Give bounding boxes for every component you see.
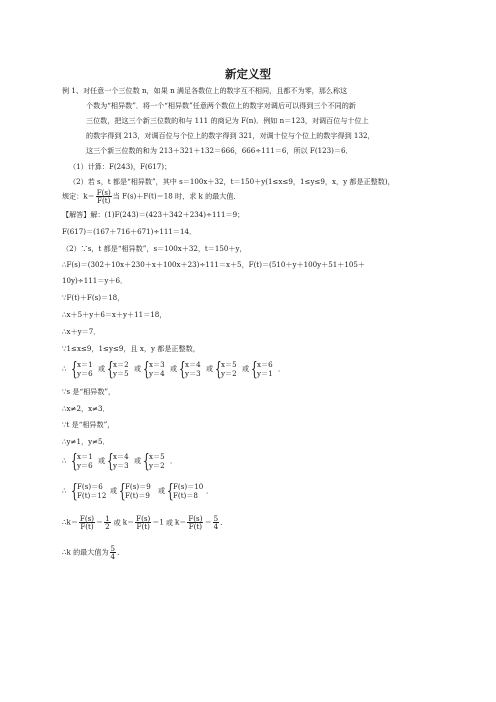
equals-sign: ＝ — [152, 517, 160, 527]
k-denominator: F(t) — [136, 522, 150, 531]
or-word: 或 — [165, 517, 173, 527]
k-values-line — [62, 512, 382, 534]
system-top: F(s)＝6 — [77, 482, 103, 491]
answer-line-12: ∴x≠2，x≠3． — [62, 404, 110, 413]
answer-line-7: ∴x＋5＋y＋6＝x＋y＋11＝18， — [62, 310, 167, 319]
system-top: x＝5 — [149, 452, 165, 461]
or-word: 或 — [98, 456, 106, 465]
system-top: x＝1 — [77, 360, 93, 369]
system-bottom: F(t)＝8 — [173, 491, 198, 500]
left-brace: { — [71, 480, 78, 502]
or-word: 或 — [206, 364, 214, 373]
k-value: 1 — [159, 517, 164, 527]
or-word: 或 — [158, 486, 166, 495]
system-bottom: y＝6 — [77, 369, 93, 378]
problem-line-3: 三位数，把这三个新三位数的和与 111 的商记为 F(n)．例如 n＝123，对调百位与十位上 — [86, 116, 369, 125]
solution-system-1 — [62, 360, 362, 382]
k-denominator: F(t) — [80, 522, 94, 531]
answer-line-11: ∵s 是“相异数”， — [62, 387, 116, 396]
or-word: 或 — [170, 364, 178, 373]
or-word: 或 — [98, 364, 106, 373]
system-top: x＝5 — [221, 360, 237, 369]
answer-line-8: ∴x＋y＝7． — [62, 327, 101, 336]
k-denominator: F(t) — [188, 522, 203, 531]
left-brace: { — [119, 480, 126, 502]
left-brace: { — [251, 358, 258, 380]
system-bottom: y＝2 — [221, 369, 237, 378]
left-brace: { — [143, 450, 150, 472]
k-value-denominator: 4 — [213, 522, 219, 531]
k-fraction — [135, 515, 151, 530]
left-brace: { — [71, 450, 78, 472]
therefore-symbol: ∴ — [62, 364, 67, 373]
page-title: 新定义型 — [225, 67, 271, 81]
k-label: k＝ — [66, 517, 78, 527]
k-value-fraction — [104, 515, 111, 530]
k-numerator: F(s) — [188, 514, 203, 523]
answer-line-4: ∴F(s)＝(302＋10x＋230＋x＋100x＋23)÷111＝x＋5，F(t)＝(510＋y＋100y＋51＋105＋ — [62, 260, 365, 269]
final-answer-end: ． — [117, 547, 125, 557]
max-fraction — [110, 545, 117, 560]
final-answer-text: ∴k 的最大值为 — [62, 547, 109, 557]
therefore-symbol: ∴ — [62, 517, 67, 527]
system-bottom: y＝3 — [113, 461, 129, 470]
final-answer — [62, 545, 124, 560]
left-brace: { — [143, 358, 150, 380]
problem-line-4: 的数字得到 213，对调百位与个位上的数字得到 321，对调十位与个位上的数字得到 132， — [86, 131, 375, 140]
k-numerator: F(s) — [96, 188, 111, 197]
system-bottom: F(t)＝9 — [125, 491, 150, 500]
left-brace: { — [71, 358, 78, 380]
equals-sign: ＝ — [96, 517, 104, 527]
left-brace: { — [215, 358, 222, 380]
question-1: （1）计算：F(243)，F(617)； — [69, 162, 172, 171]
solution-system-2 — [62, 452, 262, 474]
k-fraction — [187, 515, 203, 530]
k-value-fraction — [213, 515, 220, 530]
system-bottom: F(t)＝12 — [77, 491, 107, 500]
k-numerator: F(s) — [79, 514, 95, 523]
system-bottom: y＝4 — [149, 369, 165, 378]
rule-text-end: 当 F(s)＋F(t)＝18 时，求 k 的最大值． — [112, 191, 241, 201]
system-top: x＝4 — [185, 360, 201, 369]
system-top: F(s)＝9 — [125, 482, 151, 491]
answer-line-6: ∵F(t)＋F(s)＝18， — [62, 293, 125, 302]
answer-line-3: （2）∵s，t 都是“相异数”，s＝100x＋32，t＝150＋y， — [62, 244, 247, 253]
system-bottom: y＝5 — [113, 369, 129, 378]
left-brace: { — [179, 358, 186, 380]
answer-line-5: 10y)÷111＝y＋6． — [62, 276, 128, 285]
or-word: 或 — [113, 517, 121, 527]
or-word: 或 — [242, 364, 250, 373]
answer-line-9: ∵1≤x≤9，1≤y≤9，且 x，y 都是正整数， — [62, 344, 200, 353]
answer-line-13: ∵t 是“相异数”， — [62, 420, 115, 429]
k-fraction — [96, 189, 112, 204]
k-value-numerator: 1 — [105, 514, 110, 523]
system-bottom: y＝1 — [257, 369, 273, 378]
k-value-denominator: 2 — [105, 522, 110, 531]
system-top: x＝6 — [257, 360, 273, 369]
max-denominator: 4 — [110, 552, 116, 561]
system-bottom: y＝3 — [185, 369, 201, 378]
solution-system-3 — [62, 482, 312, 504]
equals-sign: ＝ — [204, 517, 212, 527]
system-top: x＝1 — [77, 452, 93, 461]
period: ． — [206, 486, 214, 495]
k-values-content — [62, 515, 227, 530]
k-label: k＝ — [122, 517, 135, 527]
answer-line-1: 【解答】解：(1)F(243)＝(423＋342＋234)÷111＝9； — [62, 210, 245, 219]
system-top: x＝2 — [113, 360, 129, 369]
period: ． — [278, 364, 286, 373]
therefore-symbol: ∴ — [62, 486, 67, 495]
or-word: 或 — [134, 456, 142, 465]
period: ． — [220, 517, 228, 527]
left-brace: { — [107, 450, 114, 472]
answer-line-14: ∴y≠1，y≠5． — [62, 437, 110, 446]
k-numerator: F(s) — [136, 514, 151, 523]
max-numerator: 5 — [110, 544, 116, 553]
left-brace: { — [107, 358, 114, 380]
problem-line-1: 例 1、对任意一个三位数 n，如果 n 满足各数位上的数字互不相同，且都不为零，那么称这 — [62, 86, 348, 95]
or-word: 或 — [110, 486, 118, 495]
k-label: k＝ — [174, 517, 187, 527]
k-denominator: F(t) — [97, 196, 111, 205]
system-top: F(s)＝10 — [173, 482, 204, 491]
system-bottom: y＝6 — [77, 461, 93, 470]
therefore-symbol: ∴ — [62, 456, 67, 465]
problem-line-2: 个数为“相异数”．将一个“相异数”任意两个数位上的数字对调后可以得到三个不同的新 — [86, 101, 356, 110]
system-top: x＝3 — [149, 360, 165, 369]
problem-line-5: 这三个新三位数的和为 213＋321＋132＝666，666÷111＝6，所以 F(123)＝6． — [86, 146, 353, 155]
system-top: x＝4 — [113, 452, 129, 461]
left-brace: { — [167, 480, 174, 502]
or-word: 或 — [134, 364, 142, 373]
k-fraction — [79, 515, 95, 530]
question-2: （2）若 s，t 都是“相异数”，其中 s＝100x＋32，t＝150＋y(1≤x≤9，1≤y≤9，x，y 都是正整数)， — [69, 177, 395, 186]
answer-line-2: F(617)＝(167＋716＋671)÷111＝14． — [62, 227, 197, 236]
rule-text-start: 规定：k＝ — [62, 191, 95, 201]
k-value-numerator: 5 — [213, 514, 219, 523]
system-bottom: y＝2 — [149, 461, 165, 470]
period: ． — [170, 456, 178, 465]
question-2-rule — [62, 189, 241, 204]
